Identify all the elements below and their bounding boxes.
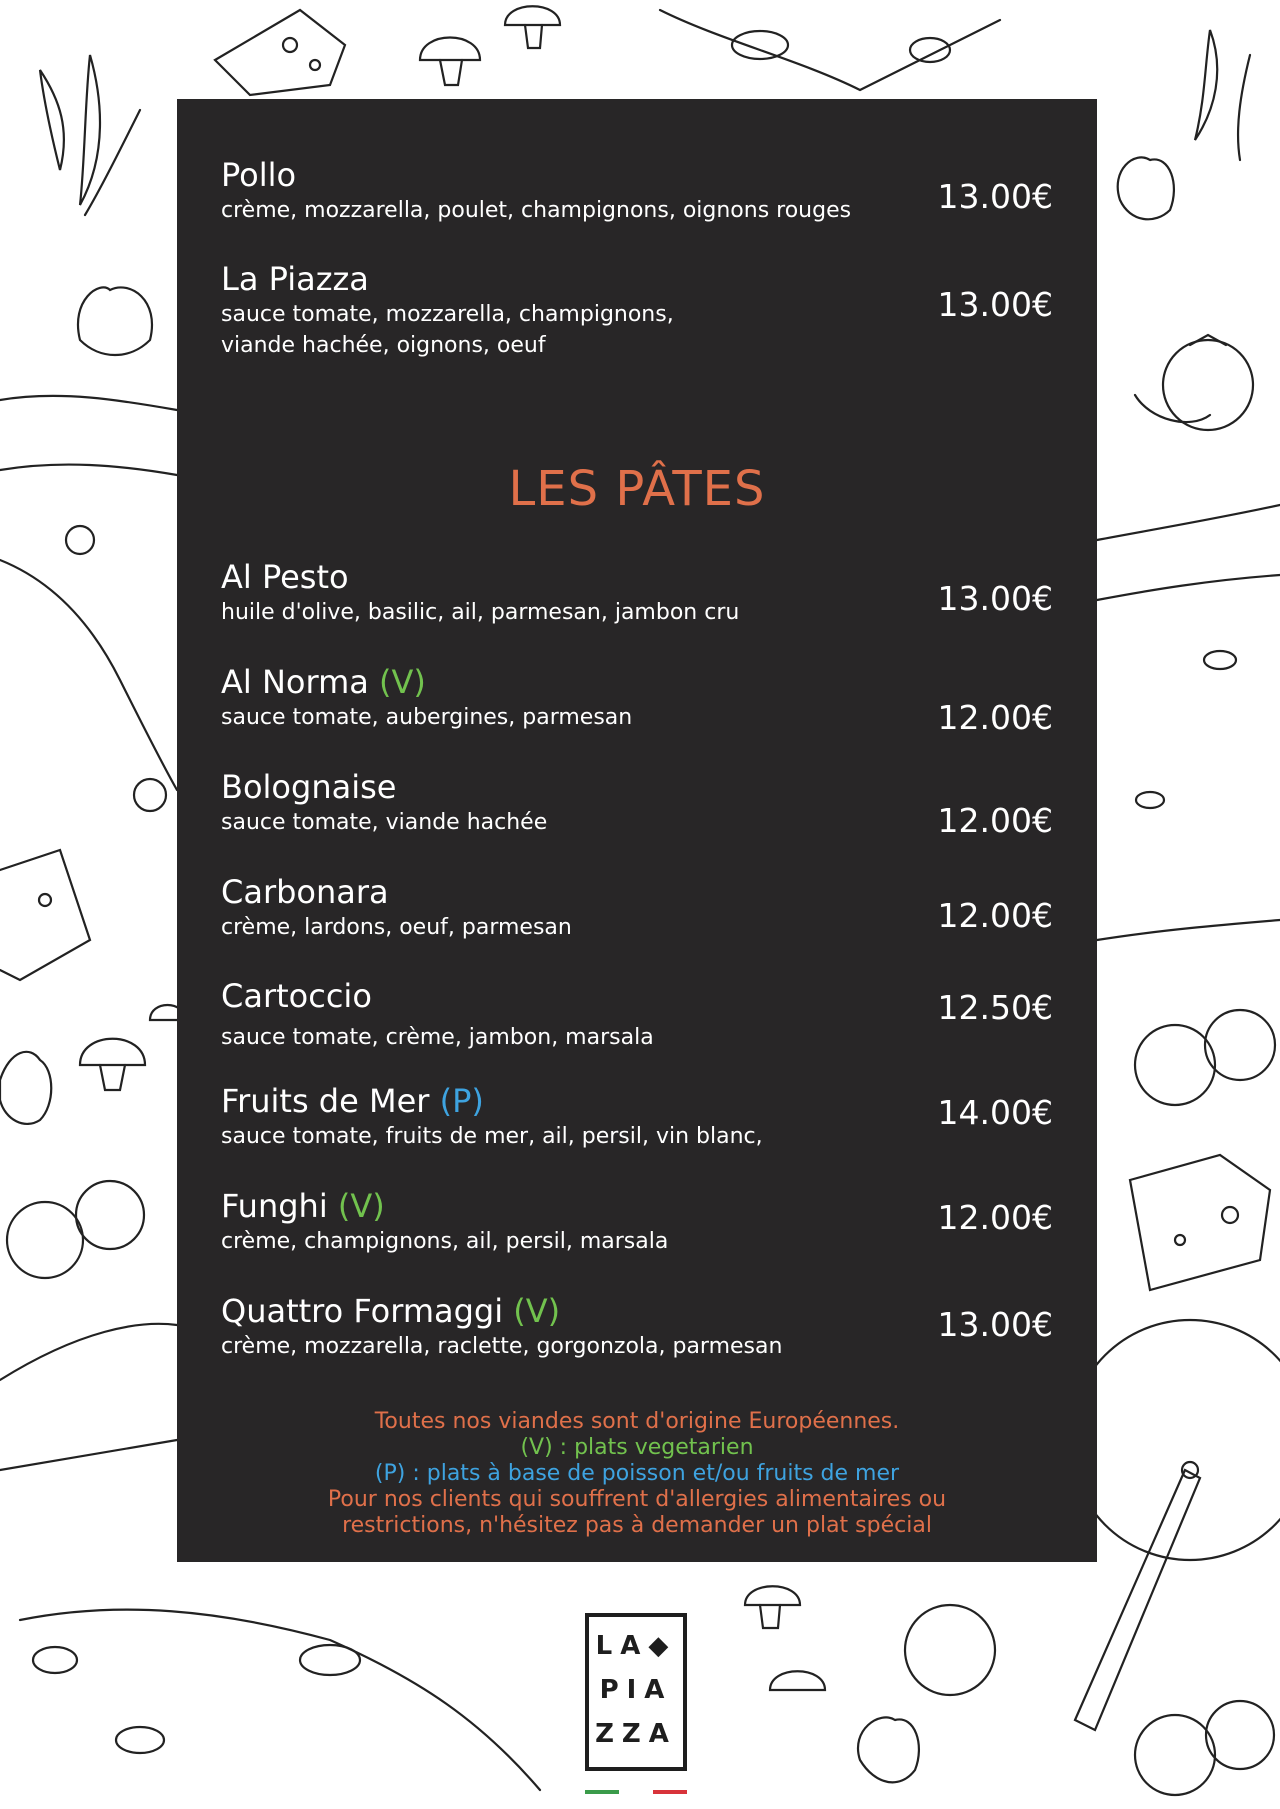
logo-text: ZZA — [595, 1719, 677, 1749]
menu-item — [221, 872, 1053, 943]
menu-item — [221, 976, 1053, 1053]
chili-pepper-icon — [40, 55, 140, 215]
item-name: Cartoccio — [221, 977, 372, 1015]
allergy-note: restrictions, n'hésitez pas à demander un plat spécial — [342, 1513, 932, 1538]
mushroom-icon — [420, 6, 560, 85]
item-description: crème, mozzarella, poulet, champignons, oignons rouges — [221, 198, 852, 223]
item-price: 12.00€ — [937, 698, 1053, 737]
item-price: 13.00€ — [937, 177, 1053, 216]
item-description: crème, mozzarella, raclette, gorgonzola, parmesan — [221, 1334, 783, 1359]
item-price: 13.00€ — [937, 1305, 1053, 1344]
item-price: 13.00€ — [937, 579, 1053, 618]
menu-item — [221, 259, 1053, 361]
section-title: LES PÂTES — [508, 461, 766, 517]
vegetarian-tag: (V) — [337, 1187, 385, 1225]
tomato-icon — [1135, 335, 1253, 430]
item-description: crème, lardons, oeuf, parmesan — [221, 915, 572, 940]
logo-text: LA◆ — [595, 1631, 677, 1661]
item-description: sauce tomate, fruits de mer, ail, persil, vin blanc, — [221, 1124, 763, 1149]
item-name: Bolognaise — [221, 768, 397, 806]
vegetarian-tag: (V) — [379, 663, 426, 701]
chili-pepper-icon — [1195, 30, 1250, 160]
logo-text: PIA — [599, 1675, 673, 1705]
item-name: Al Pesto — [221, 558, 349, 596]
pizza-slice-icon — [660, 10, 1000, 90]
item-price: 14.00€ — [937, 1093, 1053, 1132]
item-description: sauce tomate, viande hachée — [221, 810, 548, 835]
pizza-cutter-icon — [1070, 1320, 1280, 1730]
item-description: viande hachée, oignons, oeuf — [221, 333, 546, 358]
flag-stripe-red — [653, 1790, 687, 1794]
vegetarian-tag: (V) — [513, 1292, 561, 1330]
flag-stripe-white — [619, 1790, 653, 1794]
seafood-legend: (P) : plats à base de poisson et/ou fruits de mer — [374, 1461, 900, 1486]
item-description: sauce tomate, aubergines, parmesan — [221, 705, 633, 730]
vegetarian-legend: (V) : plats vegetarien — [520, 1435, 754, 1460]
allergy-note: Pour nos clients qui souffrent d'allergies alimentaires ou — [327, 1487, 947, 1512]
menu-item — [221, 155, 1053, 226]
seafood-tag: (P) — [439, 1082, 484, 1120]
item-name: Fruits de Mer (P) — [221, 1082, 484, 1120]
item-name: Pollo — [221, 156, 297, 194]
item-price: 12.00€ — [937, 1198, 1053, 1237]
item-description: sauce tomate, crème, jambon, marsala — [221, 1025, 654, 1050]
item-description: sauce tomate, mozzarella, champignons, — [221, 302, 674, 327]
item-price: 12.00€ — [937, 896, 1053, 935]
menu-item — [221, 1291, 1053, 1362]
cheese-icon — [215, 10, 345, 95]
item-name: Carbonara — [221, 873, 389, 911]
menu-item — [221, 767, 1053, 838]
item-name: La Piazza — [221, 260, 369, 298]
menu-panel — [177, 99, 1097, 1562]
menu-item — [221, 557, 1053, 628]
menu-item — [221, 662, 1053, 737]
item-price: 13.00€ — [937, 285, 1053, 324]
item-name: Al Norma (V) — [221, 663, 426, 701]
item-name: Quattro Formaggi (V) — [221, 1292, 561, 1330]
flag-stripe-green — [585, 1790, 619, 1794]
meat-origin-note: Toutes nos viandes sont d'origine Européennes. — [374, 1409, 900, 1434]
item-price: 12.50€ — [937, 988, 1053, 1027]
mushroom-icon — [80, 1005, 185, 1090]
menu-notes — [177, 1409, 1097, 1539]
menu-item — [221, 1186, 1053, 1257]
item-description: huile d'olive, basilic, ail, parmesan, jambon cru — [221, 600, 740, 625]
mushroom-icon — [745, 1586, 825, 1690]
la-piazza-logo — [585, 1613, 687, 1771]
item-description: crème, champignons, ail, persil, marsala — [221, 1229, 669, 1254]
item-name: Funghi (V) — [221, 1187, 385, 1225]
item-price: 12.00€ — [937, 801, 1053, 840]
menu-item — [221, 1081, 1053, 1152]
